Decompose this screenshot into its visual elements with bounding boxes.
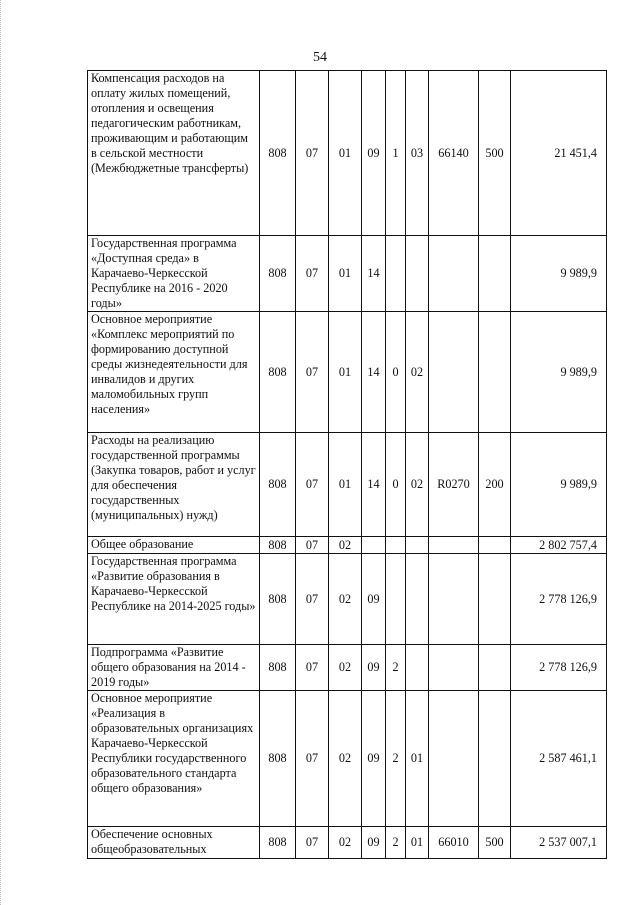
cell-section: 07 (296, 71, 329, 236)
cell-ministry: 808 (260, 691, 296, 827)
cell-expense-type (479, 645, 511, 691)
cell-expense-type: 500 (479, 71, 511, 236)
cell-section: 07 (296, 645, 329, 691)
cell-subprogram (386, 236, 406, 312)
cell-amount: 9 989,9 (511, 433, 607, 537)
table-row (88, 236, 607, 312)
cell-expense-type (479, 236, 511, 312)
cell-amount: 21 451,4 (511, 71, 607, 236)
row-name: Основное мероприятие «Реализация в образовательных организациях Карачаево-Черкесской Республики государственного образовательного стандарта общего образования» (88, 691, 260, 827)
cell-subprogram (386, 554, 406, 645)
cell-expense-type (479, 691, 511, 827)
cell-subprogram: 2 (386, 827, 406, 859)
cell-expense-type (479, 554, 511, 645)
cell-program: 14 (362, 236, 386, 312)
budget-table (87, 70, 607, 859)
cell-activity: 02 (406, 433, 429, 537)
cell-program: 14 (362, 312, 386, 433)
cell-subprogram: 2 (386, 645, 406, 691)
cell-ministry: 808 (260, 71, 296, 236)
cell-section: 07 (296, 554, 329, 645)
cell-program: 09 (362, 71, 386, 236)
cell-subprogram: 1 (386, 71, 406, 236)
cell-direction (429, 537, 479, 554)
row-name: Государственная программа «Развитие образования в Карачаево-Черкесской Республике на 2014-2025 годы» (88, 554, 260, 645)
table-row (88, 537, 607, 554)
cell-subprogram: 0 (386, 433, 406, 537)
cell-activity: 01 (406, 827, 429, 859)
cell-section: 07 (296, 312, 329, 433)
cell-direction: 66140 (429, 71, 479, 236)
cell-amount: 2 587 461,1 (511, 691, 607, 827)
page-number: 54 (313, 50, 327, 65)
cell-section: 07 (296, 691, 329, 827)
cell-section: 07 (296, 827, 329, 859)
cell-ministry: 808 (260, 645, 296, 691)
cell-subsection: 01 (329, 236, 362, 312)
cell-amount: 9 989,9 (511, 312, 607, 433)
cell-amount: 2 778 126,9 (511, 645, 607, 691)
cell-ministry: 808 (260, 827, 296, 859)
cell-amount: 2 778 126,9 (511, 554, 607, 645)
cell-subsection: 02 (329, 537, 362, 554)
cell-program: 09 (362, 645, 386, 691)
row-name: Расходы на реализацию государственной программы (Закупка товаров, работ и услуг для обеспечения государственных (муниципальных) нужд) (88, 433, 260, 537)
cell-ministry: 808 (260, 554, 296, 645)
cell-ministry: 808 (260, 537, 296, 554)
cell-subsection: 01 (329, 433, 362, 537)
table-row (88, 645, 607, 691)
cell-section: 07 (296, 537, 329, 554)
cell-ministry: 808 (260, 236, 296, 312)
cell-direction: 66010 (429, 827, 479, 859)
cell-direction (429, 312, 479, 433)
cell-amount: 9 989,9 (511, 236, 607, 312)
table-row (88, 312, 607, 433)
cell-activity: 01 (406, 691, 429, 827)
cell-direction (429, 236, 479, 312)
cell-expense-type (479, 312, 511, 433)
table-row (88, 691, 607, 827)
cell-program: 14 (362, 433, 386, 537)
cell-program (362, 537, 386, 554)
cell-expense-type: 500 (479, 827, 511, 859)
cell-direction: R0270 (429, 433, 479, 537)
cell-subsection: 02 (329, 645, 362, 691)
cell-program: 09 (362, 827, 386, 859)
cell-expense-type: 200 (479, 433, 511, 537)
cell-direction (429, 554, 479, 645)
cell-activity (406, 645, 429, 691)
table-row (88, 433, 607, 537)
cell-direction (429, 645, 479, 691)
cell-activity (406, 554, 429, 645)
scan-margin-artifact (0, 0, 4, 905)
cell-section: 07 (296, 236, 329, 312)
cell-subprogram: 0 (386, 312, 406, 433)
cell-amount: 2 802 757,4 (511, 537, 607, 554)
cell-subsection: 02 (329, 827, 362, 859)
cell-subsection: 01 (329, 312, 362, 433)
cell-subprogram (386, 537, 406, 554)
cell-activity: 03 (406, 71, 429, 236)
cell-expense-type (479, 537, 511, 554)
cell-program: 09 (362, 554, 386, 645)
cell-subprogram: 2 (386, 691, 406, 827)
cell-program: 09 (362, 691, 386, 827)
row-name: Общее образование (88, 537, 260, 554)
table-row (88, 827, 607, 859)
cell-section: 07 (296, 433, 329, 537)
table-row (88, 554, 607, 645)
row-name: Компенсация расходов на оплату жилых помещений, отопления и освещения педагогическим работникам, проживающим и работающим в сельской местности (Межбюджетные трансферты) (88, 71, 260, 236)
row-name: Государственная программа «Доступная среда» в Карачаево-Черкесской Республике на 2016 - 2020 годы» (88, 236, 260, 312)
row-name: Основное мероприятие «Комплекс мероприятий по формированию доступной среды жизнедеятельности для инвалидов и других маломобильных групп населения» (88, 312, 260, 433)
cell-subsection: 01 (329, 71, 362, 236)
row-name: Подпрограмма «Развитие общего образования на 2014 - 2019 годы» (88, 645, 260, 691)
cell-subsection: 02 (329, 554, 362, 645)
row-name: Обеспечение основных общеобразовательных (88, 827, 260, 859)
cell-direction (429, 691, 479, 827)
cell-subsection: 02 (329, 691, 362, 827)
cell-ministry: 808 (260, 312, 296, 433)
cell-activity: 02 (406, 312, 429, 433)
cell-ministry: 808 (260, 433, 296, 537)
cell-activity (406, 236, 429, 312)
table-row (88, 71, 607, 236)
cell-amount: 2 537 007,1 (511, 827, 607, 859)
cell-activity (406, 537, 429, 554)
